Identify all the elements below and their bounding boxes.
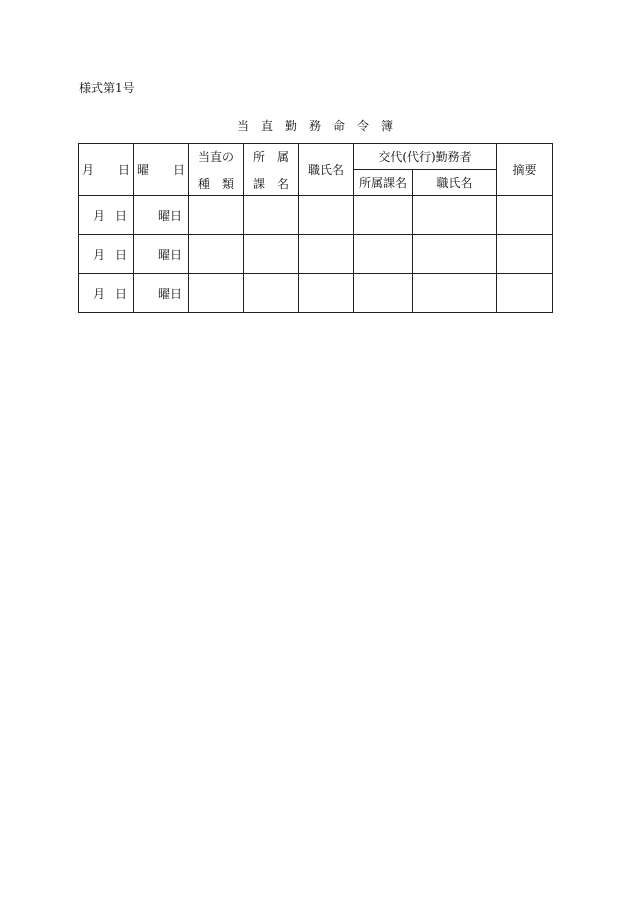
weekday-cell[interactable]: 曜日 — [134, 274, 189, 313]
table-row — [79, 235, 553, 274]
month-label: 月 — [93, 286, 106, 301]
remarks-cell[interactable] — [497, 196, 553, 235]
day-label: 日 — [114, 208, 127, 223]
department-cell[interactable] — [244, 235, 299, 274]
duty-type-cell[interactable] — [189, 235, 244, 274]
table-row — [79, 274, 553, 313]
sub-department-cell[interactable] — [354, 274, 413, 313]
duty-type-cell[interactable] — [189, 196, 244, 235]
header-position-name: 職氏名 — [299, 144, 354, 196]
table-row — [79, 196, 553, 235]
position-name-cell[interactable] — [299, 196, 354, 235]
day-label: 日 — [114, 286, 127, 301]
header-remarks: 摘要 — [497, 144, 553, 196]
position-name-cell[interactable] — [299, 235, 354, 274]
header-substitute-group: 交代(代行)勤務者 — [354, 144, 497, 170]
header-department — [244, 144, 299, 196]
department-cell[interactable] — [244, 196, 299, 235]
header-duty-type — [189, 144, 244, 196]
date-cell[interactable] — [79, 196, 134, 235]
month-label: 月 — [93, 247, 106, 262]
header-row — [79, 144, 553, 170]
sub-department-cell[interactable] — [354, 196, 413, 235]
duty-order-table — [78, 143, 553, 313]
header-duty-type-line2: 種 類 — [197, 176, 234, 191]
sub-department-cell[interactable] — [354, 235, 413, 274]
remarks-cell[interactable] — [497, 235, 553, 274]
month-label: 月 — [93, 208, 106, 223]
sub-position-name-cell[interactable] — [413, 274, 497, 313]
weekday-cell[interactable]: 曜日 — [134, 235, 189, 274]
remarks-cell[interactable] — [497, 274, 553, 313]
header-department-line1: 所 属 — [252, 149, 289, 164]
header-duty-type-line1: 当直の — [197, 149, 234, 164]
date-cell[interactable] — [79, 235, 134, 274]
header-weekday: 曜 日 — [134, 144, 189, 196]
duty-type-cell[interactable] — [189, 274, 244, 313]
document-title: 当 直 勤 務 命 令 簿 — [236, 119, 393, 133]
sub-position-name-cell[interactable] — [413, 196, 497, 235]
form-number: 様式第1号 — [79, 81, 135, 95]
weekday-cell[interactable]: 曜日 — [134, 196, 189, 235]
position-name-cell[interactable] — [299, 274, 354, 313]
header-date: 月 日 — [79, 144, 134, 196]
department-cell[interactable] — [244, 274, 299, 313]
header-department-line2: 課 名 — [252, 176, 289, 191]
day-label: 日 — [114, 247, 127, 262]
header-sub-position-name: 職氏名 — [413, 170, 497, 196]
header-sub-department: 所属課名 — [354, 170, 413, 196]
date-cell[interactable] — [79, 274, 134, 313]
sub-position-name-cell[interactable] — [413, 235, 497, 274]
